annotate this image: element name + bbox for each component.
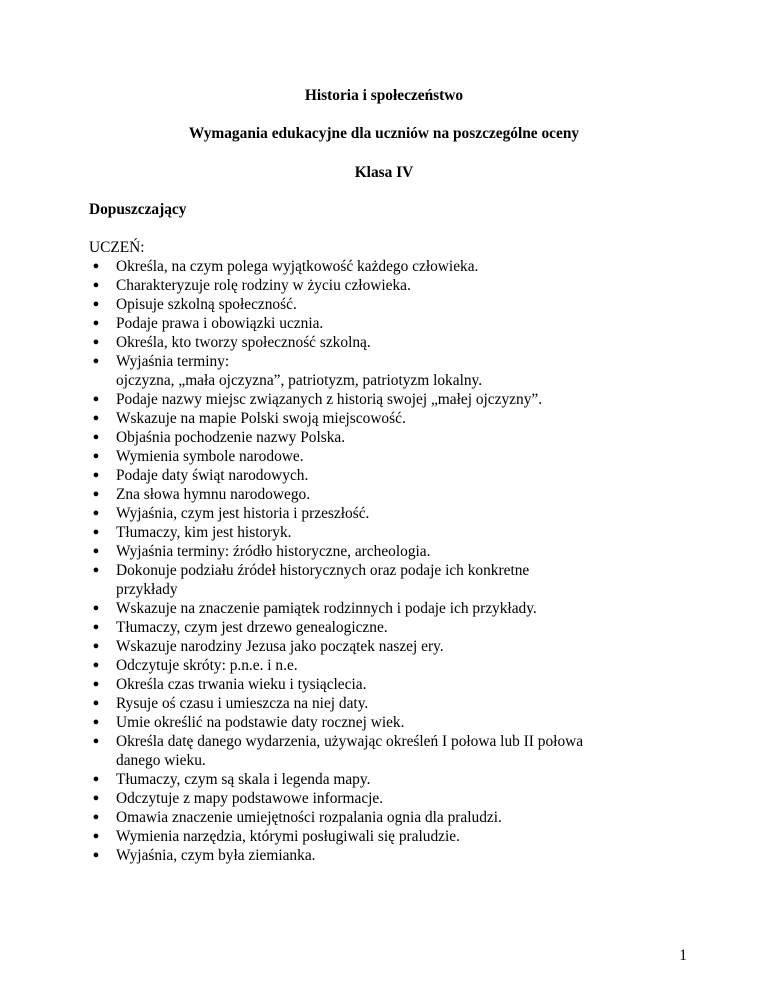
list-item-text: Tłumaczy, czym jest drzewo genealogiczne. [116, 619, 388, 636]
bullet-dot-icon: ● [92, 811, 100, 823]
list-item-text: Wyjaśnia, czym jest historia i przeszłość. [116, 505, 370, 522]
list-item-text: Wskazuje na znaczenie pamiątek rodzinnych i podaje ich przykłady. [116, 600, 537, 617]
bullet-dot-icon: ● [92, 830, 100, 842]
list-item-text: Tłumaczy, czym są skala i legenda mapy. [116, 771, 371, 788]
bullet-dot-icon: ● [92, 431, 100, 443]
list-item-text: Tłumaczy, kim jest historyk. [116, 524, 292, 541]
bullet-dot-icon: ● [92, 469, 100, 481]
bullet-dot-icon: ● [92, 659, 100, 671]
list-item-text: Podaje daty świąt narodowych. [116, 467, 309, 484]
list-item [0, 808, 676, 827]
list-item-text: Odczytuje z mapy podstawowe informacje. [116, 790, 384, 807]
bullet-dot-icon: ● [92, 393, 100, 405]
list-item-text: Wymienia narzędzia, którymi posługiwali się praludzie. [116, 828, 460, 845]
bullet-dot-icon: ● [92, 336, 100, 348]
bullet-dot-icon: ● [92, 773, 100, 785]
list-item [0, 542, 676, 561]
bullet-dot-icon: ● [92, 412, 100, 424]
bullet-dot-icon: ● [92, 488, 100, 500]
list-item-text: danego wieku. [116, 752, 206, 769]
list-item-text: Wyjaśnia, czym była ziemianka. [116, 847, 316, 864]
bullet-dot-icon: ● [92, 602, 100, 614]
list-item [0, 390, 676, 409]
list-item [0, 314, 676, 333]
list-item [0, 257, 676, 276]
bullet-dot-icon: ● [92, 317, 100, 329]
list-item [0, 656, 676, 675]
list-item [0, 675, 676, 694]
page-number: 1 [679, 947, 687, 964]
bullet-dot-icon: ● [92, 355, 100, 367]
list-item [0, 827, 676, 846]
bullet-dot-icon: ● [92, 564, 100, 576]
list-item [0, 333, 676, 352]
bullet-dot-icon: ● [92, 640, 100, 652]
list-item-text: Omawia znaczenie umiejętności rozpalania ognia dla praludzi. [116, 809, 502, 826]
list-item [0, 276, 676, 295]
list-item-text: Określa czas trwania wieku i tysiąclecia. [116, 676, 367, 693]
bullet-dot-icon: ● [92, 792, 100, 804]
bullet-dot-icon: ● [92, 849, 100, 861]
bullet-dot-icon: ● [92, 279, 100, 291]
document-subtitle: Wymagania edukacyjne dla uczniów na poszczególne oceny [188, 125, 580, 142]
list-item [0, 846, 676, 865]
list-item [0, 770, 676, 789]
list-item [0, 637, 676, 656]
list-item [0, 561, 676, 599]
lead-text: UCZEŃ: [89, 239, 145, 256]
list-item-text: Wskazuje na mapie Polski swoją miejscowość. [116, 410, 406, 427]
list-item-text: przykłady [116, 581, 178, 598]
list-item [0, 789, 676, 808]
list-item-text: Wymienia symbole narodowe. [116, 448, 304, 465]
list-item [0, 523, 676, 542]
list-item [0, 428, 676, 447]
document-title: Historia i społeczeństwo [304, 87, 464, 104]
bullet-dot-icon: ● [92, 735, 100, 747]
list-item-text: Charakteryzuje rolę rodziny w życiu człowieka. [116, 277, 411, 294]
list-item-text: ojczyzna, „mała ojczyzna”, patriotyzm, patriotyzm lokalny. [116, 372, 483, 389]
list-item [0, 466, 676, 485]
list-item-text: Opisuje szkolną społeczność. [116, 296, 297, 313]
list-item-text: Podaje prawa i obowiązki ucznia. [116, 315, 324, 332]
list-item-text: Wyjaśnia terminy: [116, 353, 230, 370]
list-item-text: Określa, kto tworzy społeczność szkolną. [116, 334, 371, 351]
list-item-text: Dokonuje podziału źródeł historycznych oraz podaje ich konkretne [116, 562, 530, 579]
list-item-text: Objaśnia pochodzenie nazwy Polska. [116, 429, 346, 446]
list-item [0, 504, 676, 523]
requirements-list [0, 257, 768, 865]
list-item [0, 732, 676, 770]
bullet-dot-icon: ● [92, 545, 100, 557]
bullet-dot-icon: ● [92, 260, 100, 272]
bullet-dot-icon: ● [92, 298, 100, 310]
list-item [0, 713, 676, 732]
bullet-dot-icon: ● [92, 716, 100, 728]
list-item-text: Określa datę danego wydarzenia, używając określeń I połowa lub II połowa [116, 733, 584, 750]
list-item [0, 352, 676, 390]
bullet-dot-icon: ● [92, 697, 100, 709]
bullet-dot-icon: ● [92, 507, 100, 519]
list-item [0, 295, 676, 314]
list-item-text: Podaje nazwy miejsc związanych z historią swojej „małej ojczyzny”. [116, 391, 543, 408]
list-item-text: Wskazuje narodziny Jezusa jako początek naszej ery. [116, 638, 444, 655]
class-label: Klasa IV [354, 164, 414, 181]
list-item-text: Określa, na czym polega wyjątkowość każdego człowieka. [116, 258, 479, 275]
list-item [0, 447, 676, 466]
list-item-text: Rysuje oś czasu i umieszcza na niej daty. [116, 695, 369, 712]
list-item-text: Wyjaśnia terminy: źródło historyczne, archeologia. [116, 543, 431, 560]
bullet-dot-icon: ● [92, 621, 100, 633]
list-item-text: Umie określić na podstawie daty rocznej wiek. [116, 714, 405, 731]
section-heading: Dopuszczający [89, 201, 187, 218]
list-item [0, 618, 676, 637]
bullet-dot-icon: ● [92, 526, 100, 538]
list-item [0, 694, 676, 713]
bullet-dot-icon: ● [92, 678, 100, 690]
list-item [0, 599, 676, 618]
list-item-text: Zna słowa hymnu narodowego. [116, 486, 311, 503]
list-item-text: Odczytuje skróty: p.n.e. i n.e. [116, 657, 298, 674]
list-item [0, 409, 676, 428]
list-item [0, 485, 676, 504]
bullet-dot-icon: ● [92, 450, 100, 462]
